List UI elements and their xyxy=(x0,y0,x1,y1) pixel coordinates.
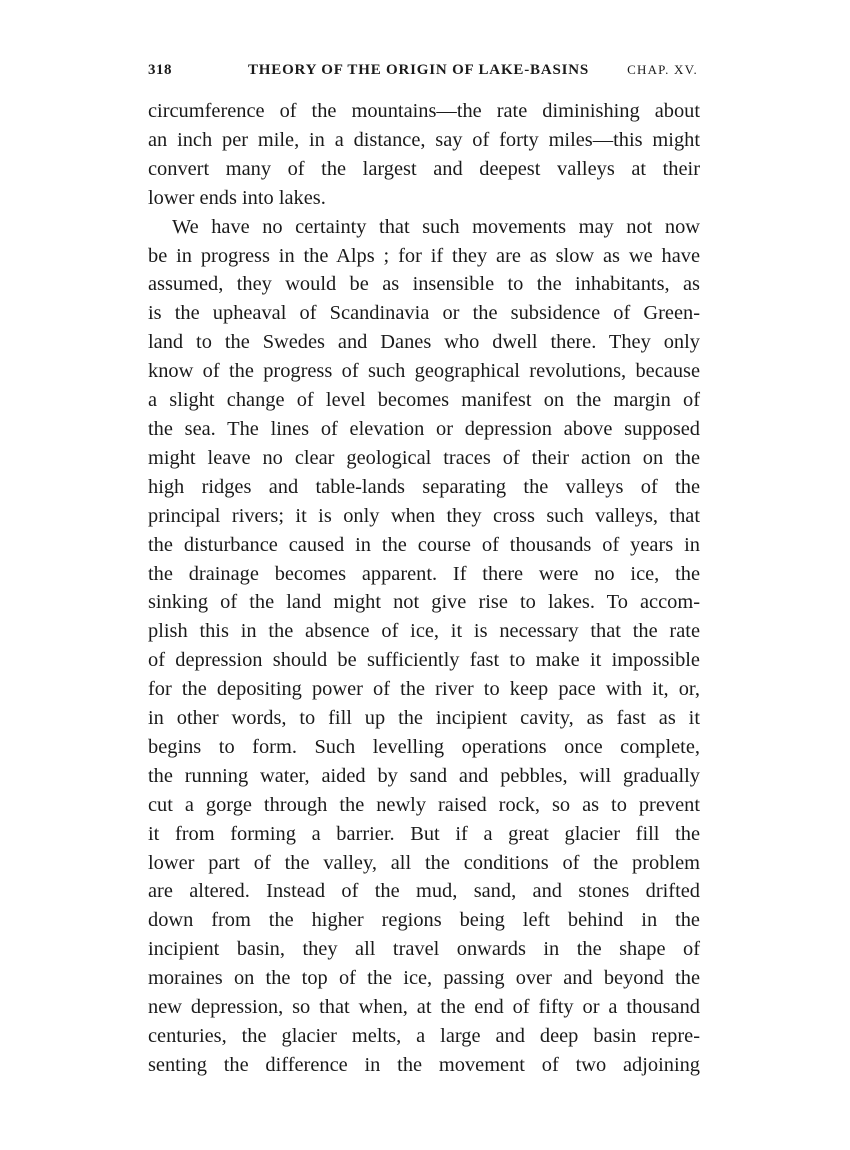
text-line: the disturbance caused in the course of thousands of years in xyxy=(148,533,700,556)
text-line: is the upheaval of Scandinavia or the subsidence of Green- xyxy=(148,302,700,325)
text-line: assumed, they would be as insensible to the inhabitants, as xyxy=(148,273,700,296)
text-line: the running water, aided by sand and pebbles, will gradually xyxy=(148,764,700,787)
text-line: principal rivers; it is only when they cross such valleys, that xyxy=(148,504,700,527)
text-line: for the depositing power of the river to keep pace with it, or, xyxy=(148,678,700,701)
text-line: circumference of the mountains—the rate diminishing about xyxy=(148,100,700,122)
text-line: plish this in the absence of ice, it is necessary that the rate xyxy=(148,620,700,643)
text-line: cut a gorge through the newly raised rock, so as to prevent xyxy=(148,793,700,816)
text-line: the sea. The lines of elevation or depression above supposed xyxy=(148,417,700,440)
text-line: begins to form. Such levelling operations once complete, xyxy=(148,735,700,758)
paragraph-end-line: lower ends into lakes. xyxy=(148,186,326,209)
body-text xyxy=(148,97,700,1080)
text-line: new depression, so that when, at the end of fifty or a thousand xyxy=(148,996,700,1019)
text-line: be in progress in the Alps ; for if they are as slow as we have xyxy=(148,244,700,267)
chapter-label: CHAP. XV. xyxy=(627,62,698,77)
text-line: of depression should be sufficiently fast to make it impossible xyxy=(148,649,700,672)
text-line: might leave no clear geological traces of their action on the xyxy=(148,446,700,469)
paragraph-start-line: We have no certainty that such movements may not now xyxy=(172,215,700,238)
text-line: incipient basin, they all travel onwards in the shape of xyxy=(148,938,700,961)
text-line: high ridges and table-lands separating the valleys of the xyxy=(148,475,700,498)
text-line: sinking of the land might not give rise to lakes. To accom- xyxy=(148,591,700,614)
running-header xyxy=(148,62,698,86)
text-line: centuries, the glacier melts, a large and deep basin repre- xyxy=(148,1025,700,1047)
text-line: convert many of the largest and deepest valleys at their xyxy=(148,157,700,180)
text-line: down from the higher regions being left behind in the xyxy=(148,909,700,932)
text-line: a slight change of level becomes manifest on the margin of xyxy=(148,389,700,412)
text-line: an inch per mile, in a distance, say of forty miles—this might xyxy=(148,128,700,151)
text-line: moraines on the top of the ice, passing over and beyond the xyxy=(148,967,700,990)
text-line: senting the difference in the movement of two adjoining xyxy=(148,1053,700,1076)
text-line: in other words, to fill up the incipient cavity, as fast as it xyxy=(148,707,700,730)
text-line: know of the progress of such geographical revolutions, because xyxy=(148,360,700,383)
text-line: are altered. Instead of the mud, sand, and stones drifted xyxy=(148,880,700,903)
page-number: 318 xyxy=(148,62,172,78)
text-line: lower part of the valley, all the conditions of the problem xyxy=(148,851,700,874)
text-line: land to the Swedes and Danes who dwell there. They only xyxy=(148,331,700,354)
text-line: the drainage becomes apparent. If there were no ice, the xyxy=(148,562,700,585)
text-line: it from forming a barrier. But if a great glacier fill the xyxy=(148,822,700,845)
running-title: THEORY OF THE ORIGIN OF LAKE-BASINS xyxy=(248,62,590,78)
